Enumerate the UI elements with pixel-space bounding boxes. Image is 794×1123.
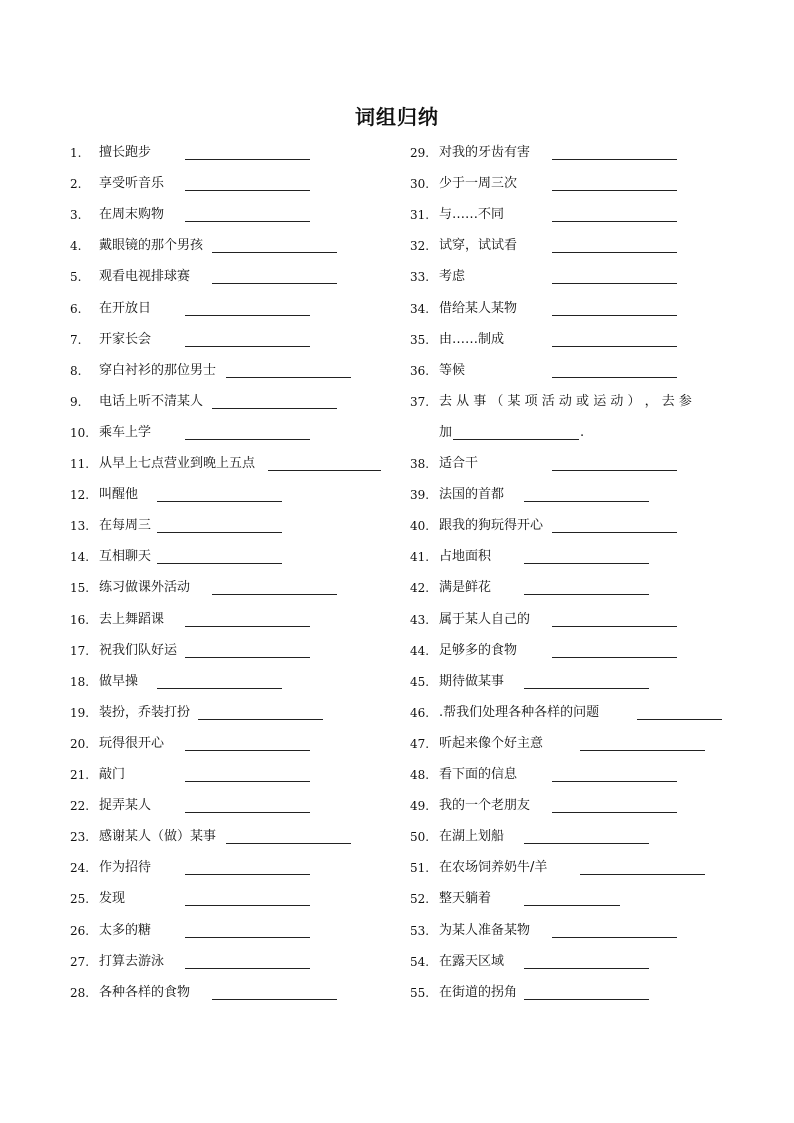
item-text: 属于某人自己的 bbox=[439, 611, 531, 627]
answer-blank[interactable] bbox=[185, 315, 310, 316]
item-text: 各种各样的食物 bbox=[99, 984, 191, 1000]
answer-blank[interactable] bbox=[185, 626, 310, 627]
list-item bbox=[70, 888, 400, 910]
list-item bbox=[410, 298, 740, 320]
item-text: 等候 bbox=[439, 362, 466, 378]
answer-blank[interactable] bbox=[185, 968, 310, 969]
item-number: 48. bbox=[410, 768, 430, 782]
item-text: 乘车上学 bbox=[99, 424, 152, 440]
list-item bbox=[410, 888, 740, 910]
item-text: 观看电视排球赛 bbox=[99, 269, 191, 285]
item-number: 49. bbox=[410, 799, 430, 814]
item-text: 适合干 bbox=[439, 456, 479, 471]
item-text: 试穿，试试看 bbox=[439, 238, 518, 254]
answer-blank[interactable] bbox=[453, 439, 579, 440]
item-text: 期待做某事 bbox=[439, 673, 505, 689]
item-text: 电话上听不清某人 bbox=[99, 393, 204, 409]
answer-blank[interactable] bbox=[157, 563, 282, 564]
item-number: 50. bbox=[410, 830, 430, 845]
item-text: 打算去游泳 bbox=[99, 953, 165, 969]
item-number: 55. bbox=[410, 985, 430, 1000]
item-text: 去 从 事 （ 某 项 活 动 或 运 动 ） ， 去 参 bbox=[439, 393, 692, 409]
list-item bbox=[410, 484, 740, 506]
item-text: 满是鲜花 bbox=[439, 580, 492, 596]
answer-blank[interactable] bbox=[157, 532, 282, 533]
item-number: 24. bbox=[70, 861, 90, 876]
item-number: 19. bbox=[70, 705, 90, 720]
list-item bbox=[410, 982, 740, 1004]
list-item bbox=[410, 391, 740, 413]
answer-blank[interactable] bbox=[552, 781, 677, 782]
list-item bbox=[410, 951, 740, 973]
answer-blank[interactable] bbox=[524, 905, 620, 906]
list-item bbox=[410, 795, 740, 817]
item-number: 46. bbox=[410, 705, 430, 720]
item-text: 捉弄某人 bbox=[99, 798, 152, 814]
list-item bbox=[70, 391, 400, 413]
list-item bbox=[410, 546, 740, 568]
list-item bbox=[70, 857, 400, 879]
list-item bbox=[70, 298, 400, 320]
list-item bbox=[70, 515, 400, 537]
item-text: 整天躺着 bbox=[439, 891, 492, 907]
answer-blank[interactable] bbox=[552, 657, 677, 658]
item-text: 在街道的拐角 bbox=[439, 984, 518, 1000]
item-text: 占地面积 bbox=[439, 549, 492, 565]
answer-blank[interactable] bbox=[157, 688, 282, 689]
item-text: 在农场饲养奶牛/羊 bbox=[439, 860, 548, 876]
list-item bbox=[70, 671, 400, 693]
answer-blank[interactable] bbox=[580, 750, 705, 751]
item-number: 11. bbox=[70, 457, 90, 471]
item-text: 在露天区域 bbox=[439, 953, 505, 969]
list-item bbox=[70, 422, 400, 444]
answer-blank[interactable] bbox=[524, 843, 649, 844]
page-title: 词组归纳 bbox=[355, 105, 439, 129]
answer-blank[interactable] bbox=[580, 874, 705, 875]
item-number: 34. bbox=[410, 301, 430, 316]
answer-blank[interactable] bbox=[552, 346, 677, 347]
item-text: 足够多的食物 bbox=[439, 642, 518, 658]
item-number: 16. bbox=[70, 612, 90, 627]
item-number: 32. bbox=[410, 239, 430, 254]
item-text: 发现 bbox=[99, 891, 126, 907]
item-text: 少于一周三次 bbox=[439, 176, 518, 192]
answer-blank[interactable] bbox=[226, 377, 351, 378]
list-item bbox=[70, 920, 400, 942]
item-text: 叫醒他 bbox=[99, 487, 139, 503]
answer-blank[interactable] bbox=[552, 532, 677, 533]
list-item bbox=[410, 173, 740, 195]
list-item bbox=[70, 453, 400, 475]
answer-blank[interactable] bbox=[552, 283, 677, 284]
item-number: 25. bbox=[70, 892, 90, 907]
answer-blank[interactable] bbox=[226, 843, 351, 844]
item-number: 40. bbox=[410, 519, 430, 534]
item-number: 6. bbox=[70, 301, 82, 316]
item-text: 敲门 bbox=[99, 767, 126, 782]
answer-blank[interactable] bbox=[552, 252, 677, 253]
answer-blank[interactable] bbox=[552, 190, 677, 191]
list-item bbox=[70, 764, 400, 786]
item-number: 52. bbox=[410, 892, 430, 907]
answer-blank[interactable] bbox=[212, 999, 337, 1000]
answer-blank[interactable] bbox=[185, 221, 310, 222]
item-number: 1. bbox=[70, 146, 82, 160]
item-text: 装扮，乔装打扮 bbox=[99, 704, 191, 720]
item-number: 44. bbox=[410, 643, 430, 658]
list-item bbox=[410, 702, 740, 724]
answer-blank[interactable] bbox=[552, 221, 677, 222]
list-item bbox=[410, 764, 740, 786]
list-item bbox=[70, 982, 400, 1004]
list-item bbox=[70, 702, 400, 724]
answer-blank[interactable] bbox=[552, 937, 677, 938]
item-text: 跟我的狗玩得开心 bbox=[439, 518, 544, 534]
item-tail-punct: . bbox=[580, 424, 585, 440]
item-text: 太多的糖 bbox=[99, 922, 152, 938]
answer-blank[interactable] bbox=[212, 594, 337, 595]
answer-blank[interactable] bbox=[212, 408, 337, 409]
item-number: 8. bbox=[70, 363, 82, 378]
item-text: 互相聊天 bbox=[99, 549, 152, 565]
item-number: 20. bbox=[70, 736, 90, 751]
item-number: 17. bbox=[70, 643, 90, 658]
list-item bbox=[70, 360, 400, 382]
answer-blank[interactable] bbox=[524, 594, 649, 595]
item-text: 作为招待 bbox=[99, 860, 152, 876]
item-text: 法国的首都 bbox=[439, 487, 505, 503]
item-number: 3. bbox=[70, 208, 82, 223]
answer-blank[interactable] bbox=[552, 377, 677, 378]
item-number: 36. bbox=[410, 363, 430, 378]
answer-blank[interactable] bbox=[198, 719, 323, 720]
answer-blank[interactable] bbox=[185, 874, 310, 875]
list-item bbox=[410, 640, 740, 662]
item-text: 对我的牙齿有害 bbox=[439, 145, 531, 160]
list-item bbox=[410, 920, 740, 942]
item-number: 30. bbox=[410, 177, 430, 192]
item-number: 35. bbox=[410, 332, 430, 347]
item-number: 18. bbox=[70, 674, 90, 689]
list-item bbox=[410, 453, 740, 475]
item-number: 38. bbox=[410, 457, 430, 471]
item-number: 47. bbox=[410, 736, 430, 751]
answer-blank[interactable] bbox=[524, 501, 649, 502]
item-number: 27. bbox=[70, 954, 90, 969]
list-item bbox=[70, 640, 400, 662]
answer-blank[interactable] bbox=[185, 750, 310, 751]
item-text: 感谢某人（做）某事 bbox=[99, 829, 217, 845]
list-item bbox=[70, 173, 400, 195]
answer-blank[interactable] bbox=[637, 719, 722, 720]
item-number: 26. bbox=[70, 923, 90, 938]
item-number: 7. bbox=[70, 332, 82, 347]
item-text: 戴眼镜的那个男孩 bbox=[99, 238, 204, 254]
item-number: 4. bbox=[70, 239, 82, 254]
item-number: 21. bbox=[70, 768, 90, 782]
list-item bbox=[410, 515, 740, 537]
answer-blank[interactable] bbox=[524, 563, 649, 564]
list-item bbox=[410, 577, 740, 599]
list-item bbox=[70, 733, 400, 755]
item-number: 45. bbox=[410, 674, 430, 689]
item-text: 玩得很开心 bbox=[99, 735, 165, 751]
item-text: 去上舞蹈课 bbox=[99, 611, 165, 627]
item-number: 23. bbox=[70, 830, 90, 845]
item-text: 练习做课外活动 bbox=[99, 580, 191, 596]
list-item bbox=[70, 235, 400, 257]
answer-blank[interactable] bbox=[185, 346, 310, 347]
answer-blank[interactable] bbox=[185, 439, 310, 440]
list-item bbox=[70, 795, 400, 817]
list-item bbox=[70, 951, 400, 973]
list-item bbox=[70, 577, 400, 599]
list-item bbox=[70, 266, 400, 288]
answer-blank[interactable] bbox=[552, 315, 677, 316]
item-text: 与……不同 bbox=[439, 207, 505, 223]
item-number: 54. bbox=[410, 954, 430, 969]
item-number: 12. bbox=[70, 488, 90, 503]
item-number: 28. bbox=[70, 985, 90, 1000]
item-text: .帮我们处理各种各样的问题 bbox=[439, 704, 600, 720]
answer-blank[interactable] bbox=[185, 657, 310, 658]
answer-blank[interactable] bbox=[185, 905, 310, 906]
item-number: 22. bbox=[70, 799, 90, 814]
item-text: 由……制成 bbox=[439, 331, 505, 347]
item-text: 为某人准备某物 bbox=[439, 922, 531, 938]
item-text: 我的一个老朋友 bbox=[439, 798, 531, 814]
list-item bbox=[70, 546, 400, 568]
answer-blank[interactable] bbox=[552, 470, 677, 471]
answer-blank[interactable] bbox=[185, 190, 310, 191]
item-number: 37. bbox=[410, 394, 430, 409]
answer-blank[interactable] bbox=[212, 283, 337, 284]
list-item bbox=[410, 733, 740, 755]
list-item bbox=[410, 857, 740, 879]
item-text: 穿白衬衫的那位男士 bbox=[99, 362, 217, 378]
item-text: 做早操 bbox=[99, 673, 139, 689]
item-text: 在周末购物 bbox=[99, 207, 165, 223]
item-text: 在每周三 bbox=[99, 518, 152, 534]
list-item bbox=[70, 204, 400, 226]
item-text: 从早上七点营业到晚上五点 bbox=[99, 456, 256, 471]
answer-blank[interactable] bbox=[185, 937, 310, 938]
list-item bbox=[410, 235, 740, 257]
item-text: 擅长跑步 bbox=[99, 145, 152, 160]
list-item bbox=[410, 142, 740, 164]
answer-blank[interactable] bbox=[185, 159, 310, 160]
answer-blank[interactable] bbox=[524, 968, 649, 969]
list-item bbox=[410, 671, 740, 693]
item-number: 41. bbox=[410, 550, 430, 565]
answer-blank[interactable] bbox=[524, 999, 649, 1000]
item-text: 享受听音乐 bbox=[99, 176, 165, 192]
answer-blank[interactable] bbox=[185, 781, 310, 782]
answer-blank[interactable] bbox=[157, 501, 282, 502]
list-item bbox=[70, 142, 400, 164]
item-text: 听起来像个好主意 bbox=[439, 735, 544, 751]
item-text-continued: 加 bbox=[439, 424, 453, 440]
answer-blank[interactable] bbox=[552, 626, 677, 627]
list-item bbox=[70, 484, 400, 506]
item-number: 13. bbox=[70, 519, 90, 534]
item-number: 10. bbox=[70, 425, 90, 440]
item-text: 看下面的信息 bbox=[439, 767, 518, 782]
answer-blank[interactable] bbox=[268, 470, 381, 471]
answer-blank[interactable] bbox=[552, 812, 677, 813]
item-number: 42. bbox=[410, 581, 430, 596]
list-item bbox=[410, 204, 740, 226]
item-number: 53. bbox=[410, 923, 430, 938]
list-item bbox=[70, 826, 400, 848]
item-number: 43. bbox=[410, 612, 430, 627]
item-number: 9. bbox=[70, 394, 82, 409]
item-number: 39. bbox=[410, 488, 430, 503]
item-number: 33. bbox=[410, 270, 430, 285]
answer-blank[interactable] bbox=[552, 159, 677, 160]
list-item-continuation bbox=[410, 422, 740, 444]
list-item bbox=[70, 609, 400, 631]
answer-blank[interactable] bbox=[524, 688, 649, 689]
list-item bbox=[410, 609, 740, 631]
item-number: 31. bbox=[410, 208, 430, 223]
item-number: 5. bbox=[70, 270, 82, 285]
list-item bbox=[410, 826, 740, 848]
item-text: 在开放日 bbox=[99, 300, 152, 316]
item-text: 考虑 bbox=[439, 269, 466, 285]
answer-blank[interactable] bbox=[185, 812, 310, 813]
item-number: 29. bbox=[410, 146, 430, 160]
item-text: 开家长会 bbox=[99, 331, 152, 347]
list-item bbox=[70, 329, 400, 351]
item-text: 祝我们队好运 bbox=[99, 642, 178, 658]
answer-blank[interactable] bbox=[212, 252, 337, 253]
list-item bbox=[410, 266, 740, 288]
list-item bbox=[410, 329, 740, 351]
item-number: 15. bbox=[70, 581, 90, 596]
item-number: 2. bbox=[70, 177, 82, 192]
item-text: 在湖上划船 bbox=[439, 829, 505, 845]
item-number: 14. bbox=[70, 550, 90, 565]
list-item bbox=[410, 360, 740, 382]
item-text: 借给某人某物 bbox=[439, 300, 518, 316]
item-number: 51. bbox=[410, 861, 430, 876]
